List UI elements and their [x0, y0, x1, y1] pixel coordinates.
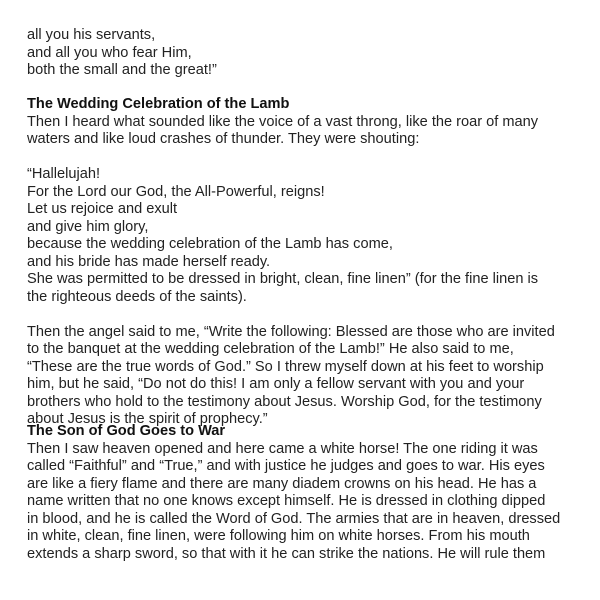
poem-line: Let us rejoice and exult	[27, 201, 178, 217]
paragraph-break	[27, 149, 587, 167]
paragraph-break	[27, 306, 587, 324]
text-line: and all you who fear Him,	[27, 44, 192, 61]
text-line: brothers who hold to the testimony about Jesus. Worship God, for the testimony	[27, 393, 542, 410]
text-line: Then the angel said to me, “Write the following: Blessed are those who are invited	[27, 323, 555, 340]
poem-line: and his bride has made herself ready.	[27, 253, 271, 270]
section-heading: The Son of God Goes to War	[27, 423, 226, 439]
intro-verse	[27, 27, 587, 80]
poem-line: because the wedding celebration of the Lamb has come,	[27, 236, 393, 252]
poem-line: “Hallelujah!	[27, 166, 101, 182]
text-line: all you his servants,	[27, 27, 156, 43]
text-line: extends a sharp sword, so that with it he can strike the nations. He will rule them	[27, 545, 546, 562]
wedding-section	[27, 96, 587, 429]
text-line: Then I heard what sounded like the voice of a vast throng, like the roar of many	[27, 113, 539, 130]
text-line: about Jesus is the spirit of prophecy.”	[27, 411, 268, 427]
poem-line: For the Lord our God, the All-Powerful, reigns!	[27, 183, 325, 200]
text-line: both the small and the great!”	[27, 62, 217, 78]
poem-line: She was permitted to be dressed in bright, clean, fine linen” (for the fine linen is	[27, 271, 539, 287]
poem-line: the righteous deeds of the saints).	[27, 288, 247, 305]
war-section	[27, 423, 587, 563]
text-line: are like a fiery flame and there are many diadem crowns on his head. He has a	[27, 475, 537, 492]
text-line: “These are the true words of God.” So I threw myself down at his feet to worship	[27, 358, 544, 375]
section-heading: The Wedding Celebration of the Lamb	[27, 96, 290, 112]
text-line: Then I saw heaven opened and here came a white horse! The one riding it was	[27, 440, 538, 457]
text-line: him, but he said, “Do not do this! I am only a fellow servant with you and your	[27, 376, 525, 392]
text-line: in blood, and he is called the Word of God. The armies that are in heaven, dressed	[27, 510, 561, 527]
text-line: name written that no one knows except himself. He is dressed in clothing dipped	[27, 493, 546, 509]
text-line: called “Faithful” and “True,” and with justice he judges and goes to war. His eyes	[27, 458, 545, 474]
text-line: to the banquet at the wedding celebration of the Lamb!” He also said to me,	[27, 341, 514, 357]
poem-line: and give him glory,	[27, 218, 149, 235]
text-line: waters and like loud crashes of thunder. They were shouting:	[27, 131, 420, 147]
text-line: in white, clean, fine linen, were following him on white horses. From his mouth	[27, 528, 530, 544]
